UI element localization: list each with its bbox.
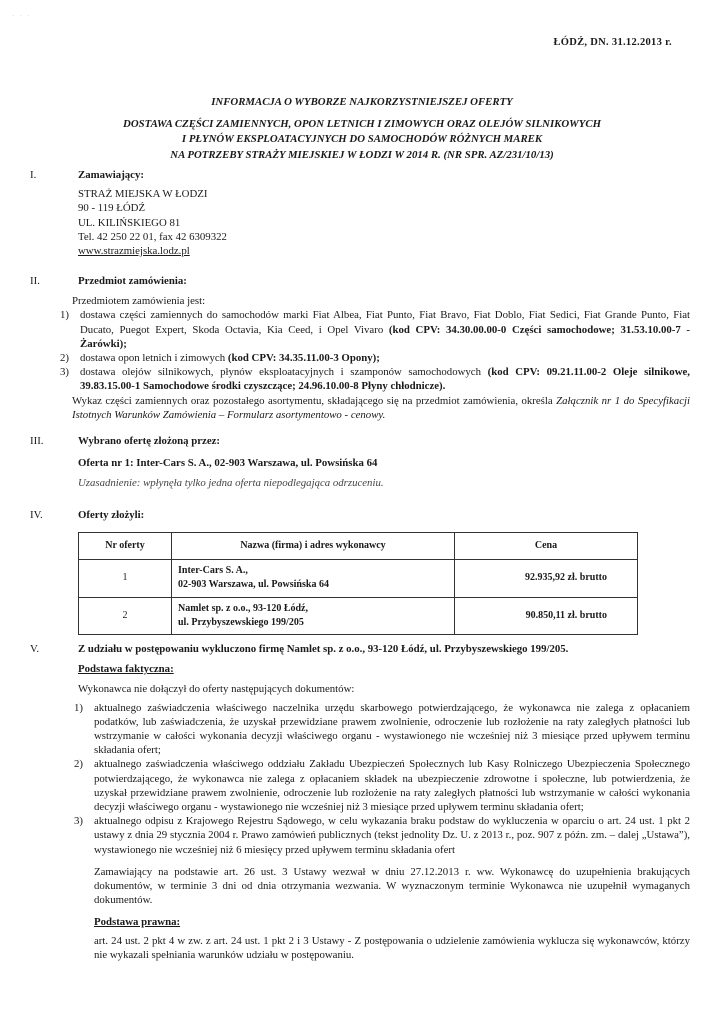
contractor-line: 02-903 Warszawa, ul. Powsińska 64	[178, 579, 329, 591]
section-heading: Przedmiot zamówienia:	[78, 275, 187, 287]
authority-phone: Tel. 42 250 22 01, fax 42 6309322	[78, 230, 227, 243]
list-item	[74, 701, 690, 758]
offer-contractor	[172, 597, 455, 634]
item-cpv: (kod CPV: 34.35.11.00-3 Opony);	[227, 352, 380, 365]
subject-intro: Przedmiotem zamówienia jest:	[72, 295, 206, 308]
item-cpv: (kod CPV: 34.30.00.00-0 Części samochodowe; 31.53.10.00-7 - Żarówki);	[80, 323, 690, 350]
item-text: dostawa części zamiennych do samochodów marki Fiat Albea, Fiat Punto, Fiat Bravo, Fiat Doblo, Fiat Sedici, Fiat Grande Punto, Fiat Ducato, Puegot Expert, Skoda Octavia, Kia Ceed, i Opel Vivaro	[80, 309, 690, 336]
offer-price: 92.935,92 zł. brutto	[455, 560, 638, 597]
contractor-line: ul. Przybyszewskiego 199/205	[178, 616, 304, 628]
section-contracting-authority	[30, 168, 690, 258]
section-heading: Z udziału w postępowaniu wykluczono firmę Namlet sp. z o.o., 93-120 Łódź, ul. Przybyszewskiego 199/205.	[78, 643, 569, 655]
document-title	[60, 95, 664, 163]
item-number: 1)	[60, 309, 69, 322]
offer-price: 90.850,11 zł. brutto	[455, 597, 638, 634]
list-item	[74, 757, 690, 814]
section-exclusion	[30, 642, 690, 962]
item-number: 2)	[60, 352, 69, 365]
section-number: III.	[30, 435, 44, 447]
subject-list	[60, 308, 690, 393]
section-subject	[30, 274, 690, 422]
subject-item	[60, 365, 690, 393]
legal-basis-text: art. 24 ust. 2 pkt 4 w zw. z art. 24 ust. 1 pkt 2 i 3 Ustawy - Z postępowania o udzielenie zamówienia wyklucza się wykonawców, którzy nie wykazali spełniania warunków udziału w postępowaniu.	[94, 934, 690, 961]
item-text: aktualnego zaświadczenia właściwego naczelnika urzędu skarbowego potwierdzającego, że wykonawca nie zalega z opłacaniem podatków, lub zaświadczenia, że uzyskał przewidziane prawem zwolnienie, odroczenie lub rozłożenie na raty zaległych płatności lub wstrzymanie w całości wykonania decyzji właściwego organu - wystawionego nie wcześniej niż 3 miesiące przed upływem terminu składania ofert;	[94, 701, 690, 757]
authority-street: UL. KILIŃSKIEGO 81	[78, 216, 181, 229]
column-header: Nazwa (firma) i adres wykonawcy	[172, 533, 455, 560]
legal-basis-heading: Podstawa prawna:	[94, 916, 181, 929]
offer-number: 2	[79, 597, 172, 634]
section-number: V.	[30, 643, 40, 655]
offer-contractor	[172, 560, 455, 597]
subject-item	[60, 308, 690, 351]
section-number: II.	[30, 275, 40, 287]
column-header: Cena	[455, 533, 638, 560]
title-line-3: I PŁYNÓW EKSPLOATACYJNYCH DO SAMOCHODÓW RÓŻNYCH MAREK	[181, 133, 543, 145]
item-text: dostawa opon letnich i zimowych	[80, 352, 226, 365]
item-number: 3)	[74, 815, 83, 828]
table-header-row	[79, 533, 638, 560]
factual-basis-intro: Wykonawca nie dołączył do oferty następujących dokumentów:	[78, 683, 355, 696]
section-heading: Wybrano ofertę złożoną przez:	[78, 435, 221, 447]
factual-basis-heading: Podstawa faktyczna:	[78, 663, 174, 676]
item-text: aktualnego zaświadczenia właściwego oddziału Zakładu Ubezpieczeń Społecznych lub Kasy Rolniczego Ubezpieczenia Społecznego potwierdzającego, że wykonawca nie zalega z opłacaniem składek na ubezpieczenie zdrowotne i społeczne, lub potwierdzenia, że uzyskał przewidziane prawem zwolnienie, odroczenie lub rozłożenie na raty zaległych płatności lub wstrzymanie w całości wykonania decyzji właściwego organu - wystawionego nie wcześniej niż 3 miesiące przed upływem terminu składania ofert;	[94, 758, 690, 814]
closing-attachment: Załącznik nr 1 do Specyfikacji Istotnych Warunków Zamówienia – Formularz asortymentowo - cenowy.	[72, 394, 690, 421]
title-line-4: NA POTRZEBY STRAŻY MIEJSKIEJ W ŁODZI W 2014 R. (NR SPR. AZ/231/10/13)	[170, 148, 554, 161]
authority-website-link[interactable]: www.strazmiejska.lodz.pl	[78, 245, 190, 258]
section-number: I.	[30, 169, 37, 181]
section-heading: Oferty złożyli:	[78, 509, 145, 521]
scan-artifact: · · ·	[12, 12, 30, 20]
selected-offer: Oferta nr 1: Inter-Cars S. A., 02-903 Warszawa, ul. Powsińska 64	[78, 457, 378, 470]
table-row	[79, 560, 638, 597]
contractor-line: Namlet sp. z o.o., 93-120 Łódź,	[178, 602, 308, 614]
section-number: IV.	[30, 509, 43, 521]
authority-name: STRAŻ MIEJSKA W ŁODZI	[78, 188, 208, 201]
item-number: 3)	[60, 366, 69, 379]
offer-justification: Uzasadnienie: wpłynęła tylko jedna oferta niepodlegająca odrzuceniu.	[78, 477, 384, 490]
item-number: 1)	[74, 701, 83, 714]
contractor-line: Inter-Cars S. A.,	[178, 565, 248, 577]
subject-item	[60, 351, 690, 365]
missing-documents-list	[74, 701, 690, 857]
item-text: dostawa olejów silnikowych, płynów eksploatacyjnych i szamponów samochodowych	[80, 366, 481, 379]
list-item	[74, 814, 690, 857]
subject-closing	[72, 394, 690, 422]
closing-text: Wykaz części zamiennych oraz pozostałego asortymentu, składającego się na przedmiot zamówienia, określa	[72, 394, 553, 407]
authority-address	[78, 187, 690, 258]
column-header: Nr oferty	[79, 533, 172, 560]
title-line-2: DOSTAWA CZĘŚCI ZAMIENNYCH, OPON LETNICH I ZIMOWYCH ORAZ OLEJÓW SILNIKOWYCH	[123, 117, 601, 130]
section-heading: Zamawiający:	[78, 169, 144, 181]
document-date: ŁÓDŹ, DN. 31.12.2013 r.	[553, 37, 672, 48]
section-offers	[30, 508, 690, 635]
offers-table	[78, 532, 638, 635]
item-number: 2)	[74, 758, 83, 771]
title-line-1: INFORMACJA O WYBORZE NAJKORZYSTNIEJSZEJ OFERTY	[211, 96, 513, 108]
summons-paragraph: Zamawiający na podstawie art. 26 ust. 3 Ustawy wezwał w dniu 27.12.2013 r. ww. Wykonawcę do uzupełnienia brakujących dokumentów, w terminie 3 dni od dnia otrzymania wezwania. W wyznaczonym terminie Wykonawca nie uzupełnił wymaganych dokumentów.	[94, 865, 690, 907]
section-selected-offer	[30, 434, 690, 491]
item-text: aktualnego odpisu z Krajowego Rejestru Sądowego, w celu wykazania braku podstaw do wykluczenia w oparciu o art. 24 ust. 1 pkt 2 ustawy z dnia 29 stycznia 2004 r. Prawo zamówień publicznych (tekst jednolity Dz. U. z 2013 r., poz. 907 z późn. zm. – dalej „Ustawa”), wystawionego nie wcześniej niż 6 miesięcy przed upływem terminu składania ofert	[94, 815, 690, 856]
item-cpv: (kod CPV: 09.21.11.00-2 Oleje silnikowe, 39.83.15.00-1 Samochodowe środki czyszczące; 24.96.10.00-8 Płyny chłodnicze).	[80, 366, 690, 393]
table-row	[79, 597, 638, 634]
offer-number: 1	[79, 560, 172, 597]
authority-postal: 90 - 119 ŁÓDŹ	[78, 202, 146, 215]
